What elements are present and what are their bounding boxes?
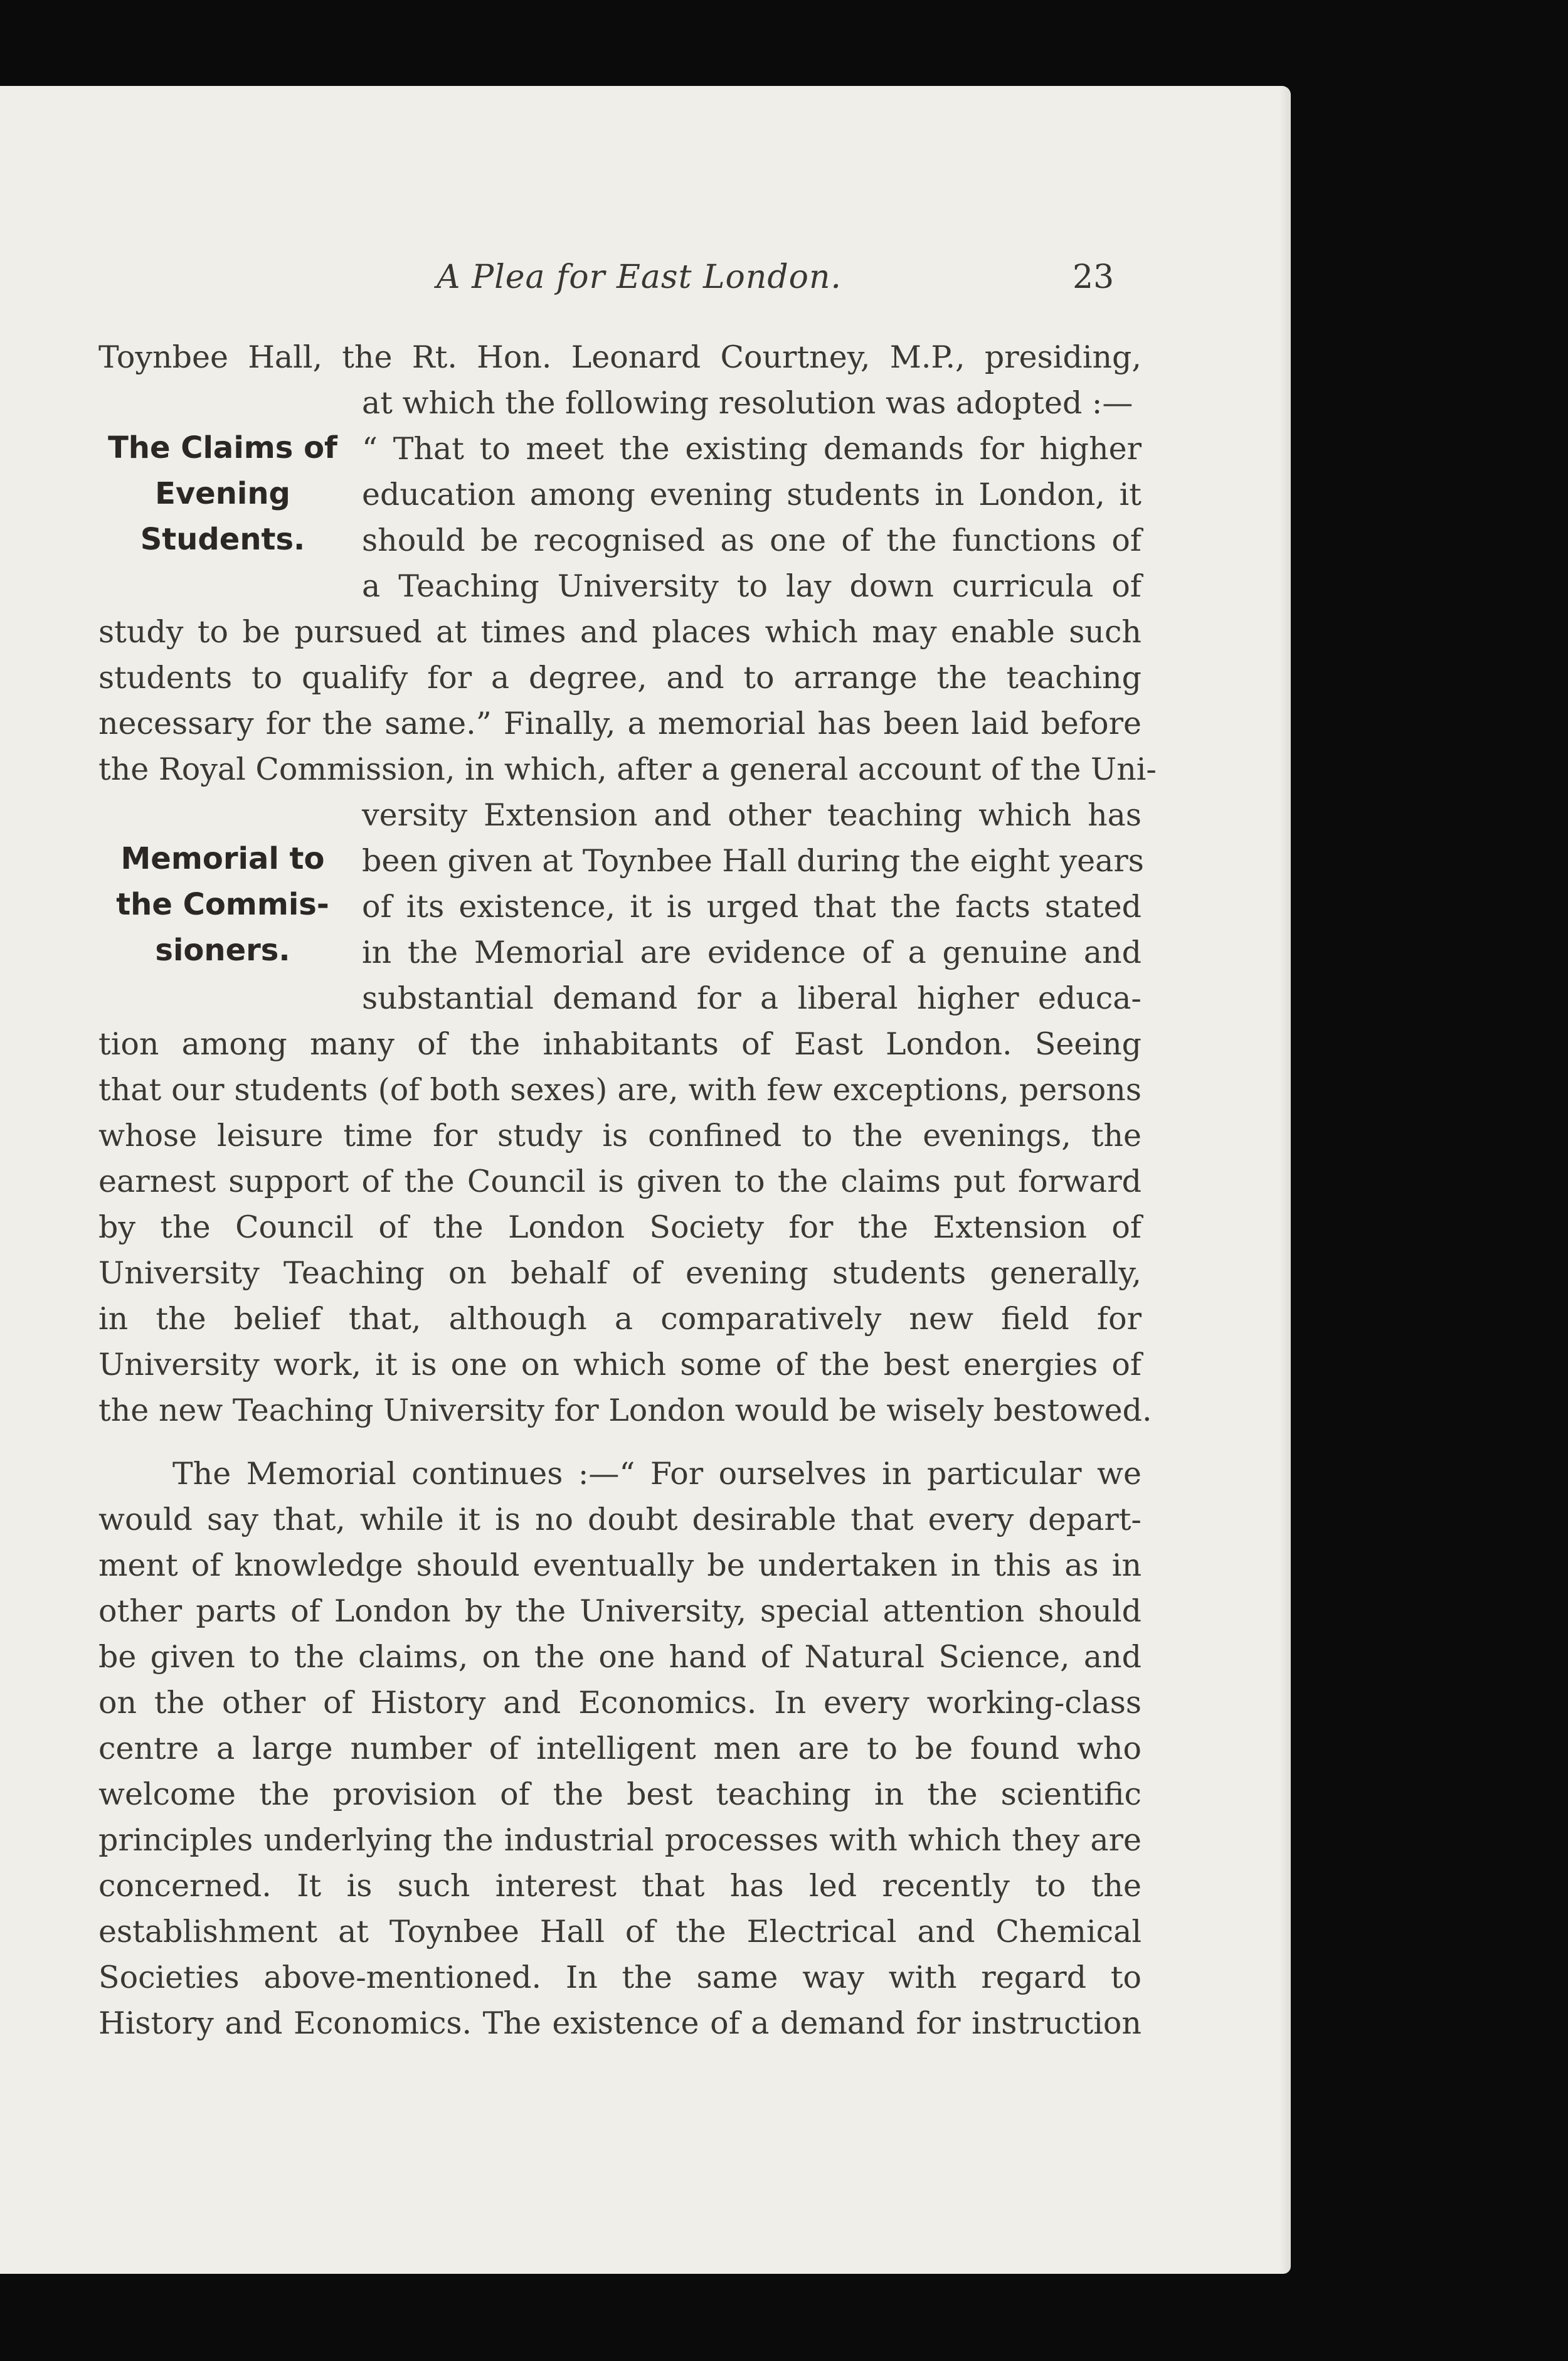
text-line: would say that, while it is no doubt desirable that every depart- [98, 1502, 1142, 1537]
text-line: whose leisure time for study is confined to the evenings, the [98, 1118, 1142, 1154]
text-line: versity Extension and other teaching which has [362, 797, 1142, 833]
text-line: the new Teaching University for London would be wisely bestowed. [98, 1393, 1152, 1428]
text-line: necessary for the same.” Finally, a memorial has been laid before [98, 706, 1142, 741]
running-head-title: A Plea for East London. [437, 258, 842, 296]
text-line: substantial demand for a liberal higher educa- [362, 980, 1142, 1016]
text-line: Toynbee Hall, the Rt. Hon. Leonard Courtney, M.P., presiding, [98, 339, 1142, 375]
text-line: should be recognised as one of the functions of [362, 523, 1142, 558]
text-line: a Teaching University to lay down curricula of [362, 568, 1142, 604]
text-line: University Teaching on behalf of evening students generally, [98, 1255, 1142, 1291]
page-number: 23 [1073, 258, 1115, 296]
text-line: Societies above-mentioned. In the same way with regard to [98, 1960, 1142, 1995]
sidenote-line: Students. [140, 522, 305, 557]
text-line: of its existence, it is urged that the facts stated [362, 889, 1142, 925]
text-line: on the other of History and Economics. In every working-class [98, 1685, 1142, 1721]
body-paragraph-1 [98, 334, 1157, 1433]
sidenote-line: the Commis- [116, 887, 329, 922]
body-paragraph-2 [98, 1451, 1142, 2046]
sidenote-line: Memorial to [120, 841, 325, 876]
text-line: earnest support of the Council is given to the claims put forward [98, 1164, 1142, 1199]
text-line: other parts of London by the University, special attention should [98, 1593, 1142, 1629]
text-line: welcome the provision of the best teaching in the scientific [98, 1776, 1142, 1812]
text-line: tion among many of the inhabitants of East London. Seeing [98, 1026, 1142, 1062]
text-line: “ That to meet the existing demands for higher [362, 431, 1142, 467]
text-line: in the belief that, although a comparatively new field for [98, 1301, 1142, 1337]
text-line: at which the following resolution was adopted :— [362, 385, 1133, 421]
text-line: been given at Toynbee Hall during the eight years [362, 843, 1144, 879]
text-line: University work, it is one on which some of the best energies of [98, 1347, 1142, 1382]
text-line: The Memorial continues :—“ For ourselves in particular we [172, 1456, 1142, 1492]
text-line: by the Council of the London Society for the Extension of [98, 1209, 1142, 1245]
text-line: History and Economics. The existence of a demand for instruction [98, 2005, 1142, 2041]
sidenote-line: sioners. [155, 933, 290, 968]
text-line: principles underlying the industrial processes with which they are [98, 1822, 1142, 1858]
text-line: concerned. It is such interest that has led recently to the [98, 1868, 1142, 1904]
text-line: students to qualify for a degree, and to arrange the teaching [98, 660, 1142, 696]
text-line: the Royal Commission, in which, after a general account of the Uni- [98, 751, 1157, 787]
running-head [0, 258, 1568, 302]
sidenote-line: Evening [155, 476, 290, 511]
text-line: ment of knowledge should eventually be undertaken in this as in [98, 1547, 1142, 1583]
text-line: centre a large number of intelligent men are to be found who [98, 1731, 1142, 1766]
text-line: study to be pursued at times and places which may enable such [98, 614, 1142, 650]
sidenote-line: The Claims of [108, 430, 337, 465]
text-line: establishment at Toynbee Hall of the Electrical and Chemical [98, 1914, 1142, 1950]
text-line: education among evening students in London, it [362, 477, 1142, 512]
text-line: that our students (of both sexes) are, with few exceptions, persons [98, 1072, 1142, 1108]
text-line: be given to the claims, on the one hand of Natural Science, and [98, 1639, 1142, 1675]
page-edge-shadow [1279, 86, 1291, 2274]
text-line: in the Memorial are evidence of a genuine and [362, 935, 1142, 970]
